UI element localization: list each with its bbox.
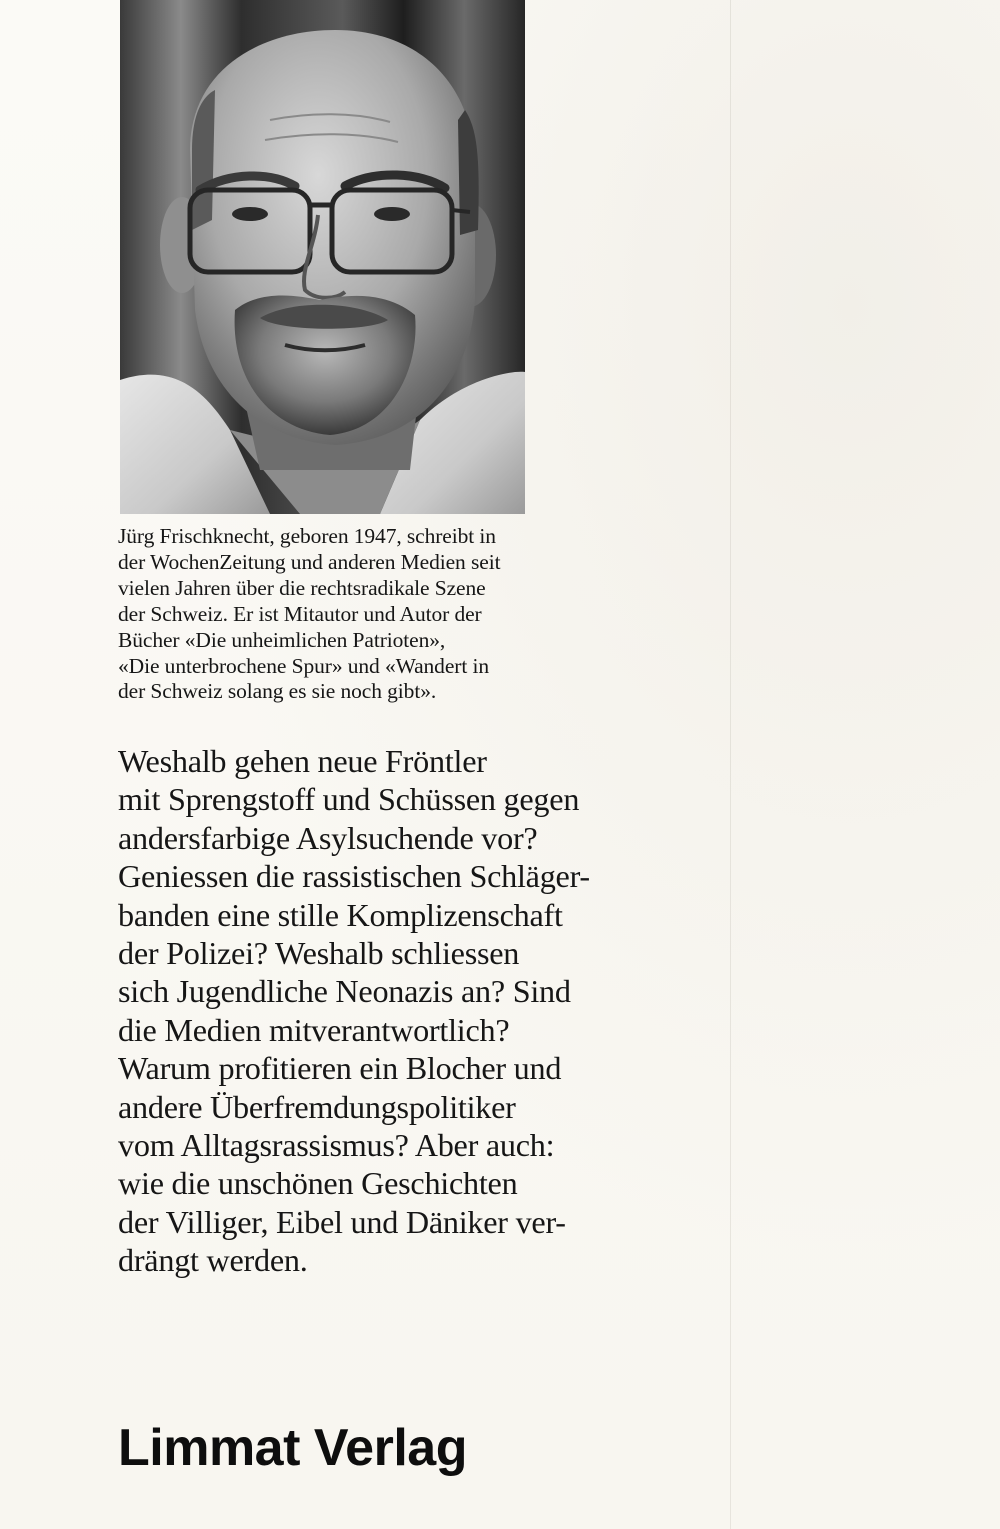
bio-line: der WochenZeitung und anderen Medien seit bbox=[118, 549, 501, 574]
blurb-line: der Polizei? Weshalb schliessen bbox=[118, 935, 520, 972]
blurb-line: wie die unschönen Geschichten bbox=[118, 1165, 518, 1202]
book-blurb bbox=[118, 742, 638, 1280]
blurb-line: Weshalb gehen neue Fröntler bbox=[118, 743, 487, 779]
blurb-line: sich Jugendliche Neonazis an? Sind bbox=[118, 973, 571, 1010]
bio-line: der Schweiz solang es sie noch gibt». bbox=[118, 679, 437, 704]
blurb-line: die Medien mitverantwortlich? bbox=[118, 1011, 510, 1048]
bio-line: Jürg Frischknecht, geboren 1947, schreibt in bbox=[118, 524, 496, 548]
bio-line: vielen Jahren über die rechtsradikale Szene bbox=[118, 575, 486, 600]
bio-line: der Schweiz. Er ist Mitautor und Autor der bbox=[118, 601, 482, 626]
portrait-icon bbox=[120, 0, 525, 514]
author-portrait-photo bbox=[120, 0, 525, 514]
blurb-line: Warum profitieren ein Blocher und bbox=[118, 1050, 562, 1087]
blurb-line: drängt werden. bbox=[118, 1242, 308, 1279]
blurb-line: der Villiger, Eibel und Däniker ver- bbox=[118, 1203, 566, 1240]
blurb-line: andere Überfremdungspolitiker bbox=[118, 1088, 516, 1125]
bio-line: «Die unterbrochene Spur» und «Wandert in bbox=[118, 653, 490, 678]
blurb-line: banden eine stille Komplizenschaft bbox=[118, 896, 563, 933]
blurb-line: andersfarbige Asylsuchende vor? bbox=[118, 819, 538, 856]
bio-line: Bücher «Die unheimlichen Patrioten», bbox=[118, 627, 446, 652]
blurb-line: mit Sprengstoff und Schüssen gegen bbox=[118, 781, 580, 818]
blurb-line: Geniessen die rassistischen Schläger- bbox=[118, 858, 590, 895]
author-bio bbox=[118, 524, 578, 705]
paper-crease bbox=[730, 0, 731, 1529]
blurb-line: vom Alltagsrassismus? Aber auch: bbox=[118, 1127, 555, 1164]
publisher-logo: Limmat Verlag bbox=[118, 1419, 467, 1477]
